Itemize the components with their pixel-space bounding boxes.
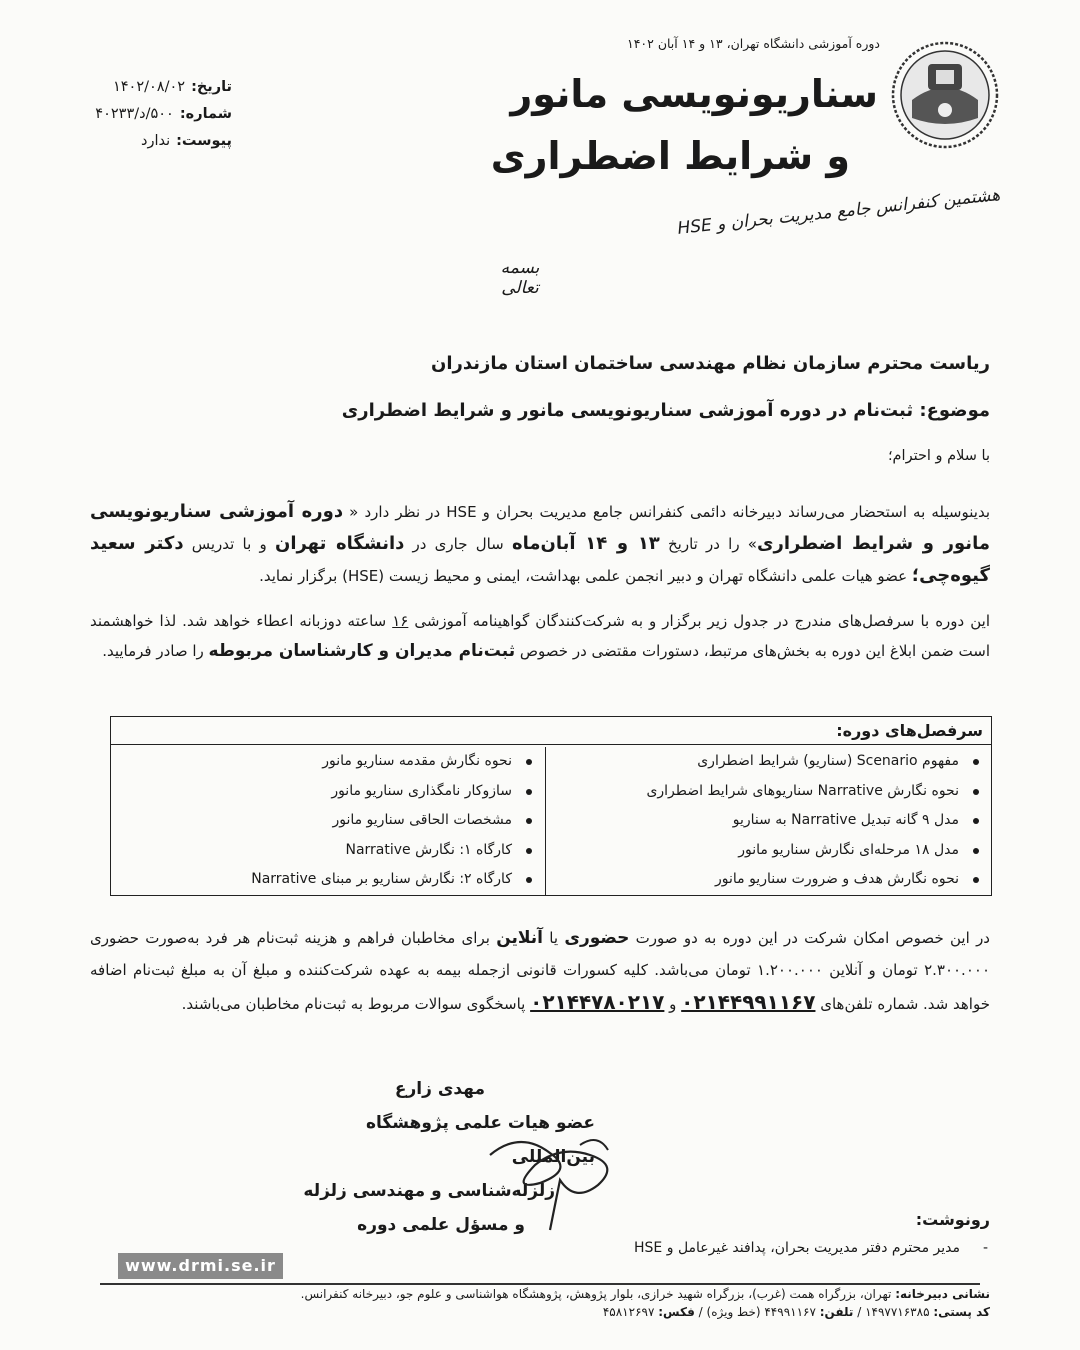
topic-text: سازوکار نامگذاری سناریو مانور bbox=[331, 782, 512, 799]
conference-emblem-icon bbox=[890, 40, 1000, 150]
course-dates: ۱۳ و ۱۴ آبان‌ماه bbox=[511, 533, 660, 554]
topic-item bbox=[111, 747, 544, 777]
p1-text: بدینوسیله به استحضار می‌رساند دبیرخانه دائمی کنفرانس جامع مدیریت بحران و HSE در نظر دارد « bbox=[343, 503, 990, 521]
bullet-icon bbox=[526, 759, 532, 765]
p3-text: پاسخگوی سوالات مربوط به ثبت‌نام مخاطبان می‌باشند. bbox=[181, 995, 531, 1013]
topic-text: مدل ۹ گانه تبدیل Narrative به سناریو bbox=[732, 812, 959, 828]
fax-label: فکس: bbox=[658, 1305, 695, 1319]
topic-item bbox=[111, 836, 544, 866]
website-link[interactable]: www.drmi.se.ir bbox=[118, 1253, 283, 1279]
cc-recipient: مدیر محترم دفتر مدیریت بحران، پدافند غیرعامل و HSE bbox=[634, 1240, 960, 1256]
topic-text: مفهوم Scenario (سناریو) شرایط اضطراری bbox=[697, 753, 959, 769]
phone-label: تلفن: bbox=[819, 1305, 854, 1319]
topic-item bbox=[546, 777, 991, 807]
number-label: شماره: bbox=[179, 106, 232, 122]
p3-text: در این خصوص امکان شرکت در این دوره به دو صورت bbox=[629, 929, 990, 947]
basmala: بسمه تعالی bbox=[500, 258, 540, 298]
course-logo bbox=[490, 20, 1002, 245]
letter-meta bbox=[92, 74, 232, 155]
logo-title-line2: و شرایط اضطراری bbox=[490, 134, 850, 178]
attachment-label: پیوست: bbox=[176, 133, 232, 149]
logo-course-line: دوره آموزشی دانشگاه تهران، ۱۳ و ۱۴ آبان ۱۴۰۲ bbox=[626, 36, 880, 51]
topic-text: نحوه نگارش هدف و ضرورت سناریو مانور bbox=[714, 871, 959, 887]
certificate-hours: ۱۶ bbox=[392, 612, 409, 630]
signer-title-line3: و مسؤل علمی دوره bbox=[357, 1215, 525, 1235]
bullet-icon bbox=[526, 789, 532, 795]
number-value: ۵۰۰/د/۴۰۲۳۳ bbox=[95, 106, 174, 122]
greeting: با سلام و احترام؛ bbox=[887, 448, 990, 464]
phone-number-1: ۰۲۱۴۴۹۹۱۱۶۷ bbox=[681, 990, 816, 1014]
mode-online: آنلاین bbox=[496, 928, 544, 948]
bullet-icon bbox=[973, 759, 979, 765]
mode-in-person: حضوری bbox=[564, 928, 630, 948]
logo-title-line1: سناریونویسی مانور bbox=[510, 72, 878, 116]
addressee: ریاست محترم سازمان نظام مهندسی ساختمان استان مازندران bbox=[430, 353, 990, 374]
address-label: نشانی دبیرخانه: bbox=[895, 1287, 990, 1301]
topic-item bbox=[111, 865, 544, 895]
topic-item bbox=[546, 747, 991, 777]
topics-table bbox=[110, 716, 992, 896]
p1-text: عضو هیات علمی دانشگاه تهران و دبیر انجمن علمی بهداشت، ایمنی و محیط زیست (HSE) برگزار نماید. bbox=[259, 567, 912, 585]
bullet-icon bbox=[526, 818, 532, 824]
topics-column-right bbox=[545, 747, 991, 895]
paragraph-intro bbox=[90, 496, 990, 592]
topic-text: کارگاه ۱: نگارش Narrative bbox=[345, 841, 512, 858]
signer-title-line1: عضو هیات علمی پژوهشگاه بین‌المللی bbox=[365, 1113, 595, 1167]
postal-code: ۱۴۹۷۷۱۶۳۸۵ bbox=[865, 1305, 930, 1319]
topic-item bbox=[546, 806, 991, 836]
subject-line: موضوع: ثبت‌نام در دوره آموزشی سناریونویسی مانور و شرایط اضطراری bbox=[341, 400, 990, 421]
contact-row: کد پستی: ۱۴۹۷۷۱۶۳۸۵ / تلفن: ۴۴۹۹۱۱۶۷ (خط ویژه) / فکس: ۴۵۸۱۲۶۹۷ bbox=[602, 1305, 990, 1319]
date-label: تاریخ: bbox=[191, 79, 232, 95]
p2-text: ساعته دوزبانه اعطاء خواهد شد. لذا خواهشمند است ضمن ابلاغ این دوره به بخش‌های مرتبط، دستورات مقتضی در خصوص bbox=[90, 612, 990, 660]
date-value: ۱۴۰۲/۰۸/۰۲ bbox=[112, 79, 186, 95]
fax-number: ۴۵۸۱۲۶۹۷ bbox=[602, 1305, 655, 1319]
logo-slogan: هشتمین کنفرانس جامع مدیریت بحران و HSE bbox=[676, 185, 1002, 239]
registration-target: ثبت‌نام مدیران و کارشناسان مربوطه bbox=[208, 641, 516, 661]
topic-item bbox=[546, 836, 991, 866]
paragraph-request bbox=[90, 606, 990, 666]
signer-title-line2: زلزله‌شناسی و مهندسی زلزله bbox=[303, 1181, 555, 1201]
topic-text: نحوه نگارش Narrative سناریوهای شرایط اضطراری bbox=[646, 782, 959, 799]
topics-header: سرفصل‌های دوره: bbox=[111, 717, 991, 745]
cc-label: رونوشت: bbox=[915, 1210, 990, 1229]
course-venue: دانشگاه تهران bbox=[274, 533, 405, 554]
topic-text: کارگاه ۲: نگارش سناریو بر مبنای Narrative bbox=[251, 871, 512, 887]
postal-label: کد پستی: bbox=[933, 1305, 990, 1319]
p2-text: را صادر فرمایید. bbox=[102, 642, 209, 660]
topics-column-left bbox=[111, 747, 544, 895]
attachment-value: ندارد bbox=[140, 133, 171, 149]
p3-text: یا bbox=[543, 929, 565, 947]
signer-name: مهدی زارع bbox=[394, 1079, 485, 1099]
phone-number: ۴۴۹۹۱۱۶۷ (خط ویژه) bbox=[706, 1305, 816, 1319]
topic-text: مدل ۱۸ مرحله‌ای نگارش سناریو مانور bbox=[738, 841, 959, 858]
bullet-icon bbox=[973, 848, 979, 854]
footer-address bbox=[100, 1285, 990, 1321]
cc-dash: - bbox=[982, 1240, 988, 1256]
bullet-icon bbox=[526, 877, 532, 883]
paragraph-registration bbox=[90, 922, 990, 1020]
bullet-icon bbox=[973, 877, 979, 883]
bullet-icon bbox=[973, 818, 979, 824]
handwritten-signature-icon bbox=[480, 1125, 630, 1235]
topic-item bbox=[546, 865, 991, 895]
p1-text: سال جاری در bbox=[404, 535, 512, 553]
p1-text: » را در تاریخ bbox=[659, 535, 757, 553]
address-row bbox=[100, 1285, 990, 1303]
topic-text: نحوه نگارش مقدمه سناریو مانور bbox=[322, 753, 512, 769]
topic-text: مشخصات الحاقی سناریو مانور bbox=[332, 812, 512, 828]
p3-text: برای مخاطبان فراهم و هزینه ثبت‌نام هر فرد به‌صورت حضوری ۲.۳۰۰.۰۰۰ تومان و آنلاین ۱.۲۰۰.۰۰۰ تومان می‌باشد. کلیه کسورات قانونی ازجمله بیمه به عهده شرکت‌کننده و مبلغ آن به مبلغ ثبت‌نام اضافه خواهد شد. شماره تلفن‌های bbox=[90, 929, 990, 1013]
attachment-row bbox=[92, 128, 232, 155]
bullet-icon bbox=[526, 848, 532, 854]
date-row bbox=[92, 74, 232, 101]
instructor-name: دکتر سعید گیوه‌چی؛ bbox=[90, 533, 990, 586]
topic-item bbox=[111, 806, 544, 836]
p3-text: و bbox=[664, 995, 682, 1013]
p1-text: و با تدریس bbox=[183, 535, 275, 553]
bullet-icon bbox=[973, 789, 979, 795]
course-name: دوره آموزشی سناریونویسی مانور و شرایط اضطراری bbox=[90, 501, 990, 554]
p2-text: این دوره با سرفصل‌های مندرج در جدول زیر برگزار و به شرکت‌کنندگان گواهینامه آموزشی bbox=[408, 612, 990, 630]
address-text: تهران، بزرگراه همت (غرب)، بزرگراه شهید خرازی، بلوار پژوهش، پژوهشگاه هواشناسی و علوم جو، دبیرخانه کنفرانس. bbox=[300, 1287, 892, 1301]
phone-number-2: ۰۲۱۴۴۷۸۰۲۱۷ bbox=[530, 990, 665, 1014]
topic-item bbox=[111, 777, 544, 807]
number-row bbox=[92, 101, 232, 128]
